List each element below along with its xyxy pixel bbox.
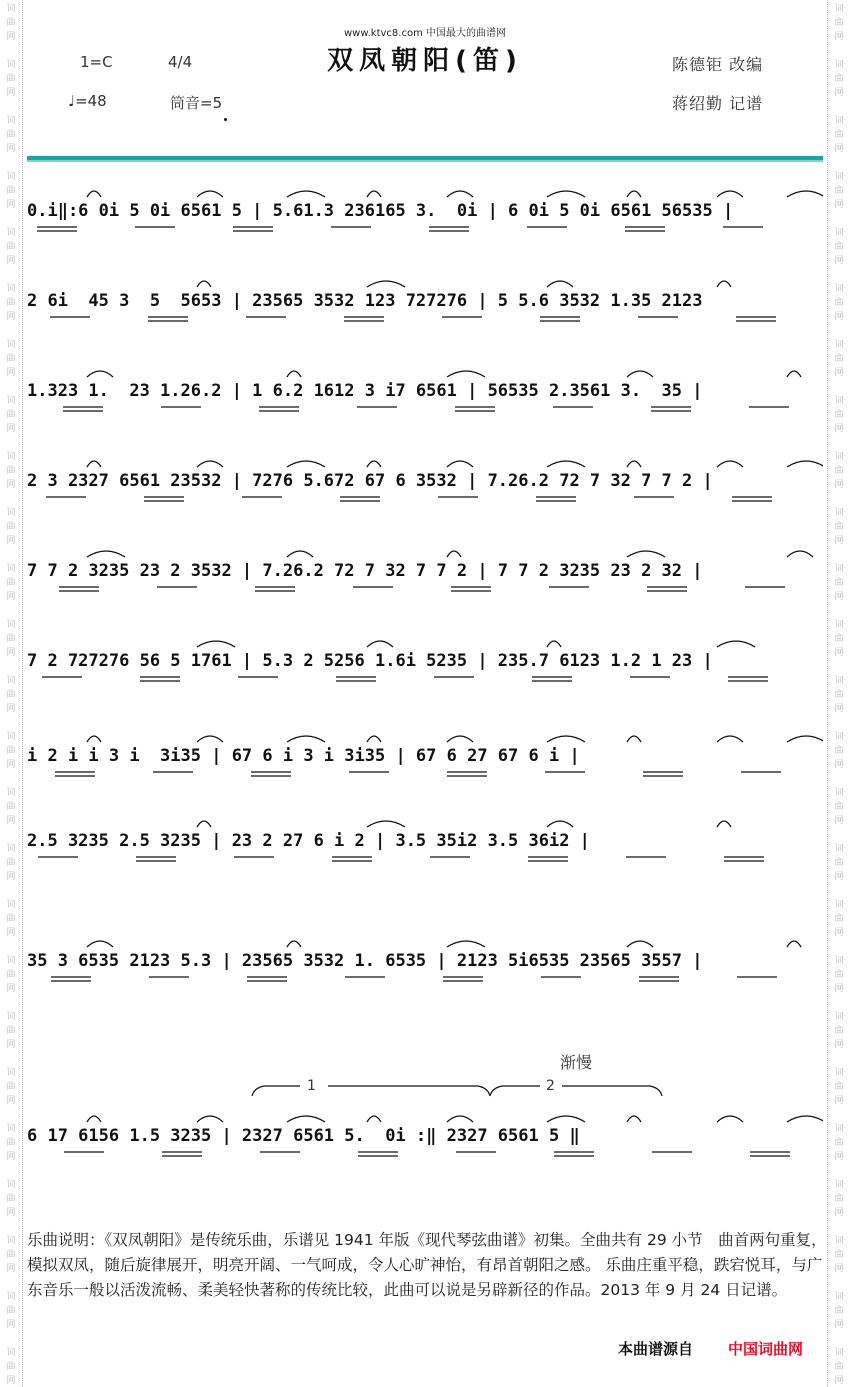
watermark-glyph: 曲 bbox=[6, 186, 16, 196]
watermark-glyph: 词 bbox=[834, 1348, 844, 1358]
watermark-glyph: 曲 bbox=[6, 634, 16, 644]
volta-2-label: 2 bbox=[546, 1078, 555, 1094]
watermark-glyph: 曲 bbox=[834, 1194, 844, 1204]
volta-1-label: 1 bbox=[307, 1078, 316, 1094]
watermark-glyph: 曲 bbox=[834, 1362, 844, 1372]
watermark-glyph: 网 bbox=[834, 704, 844, 714]
watermark-glyph: 网 bbox=[6, 424, 16, 434]
watermark-glyph: 曲 bbox=[6, 1138, 16, 1148]
score-row bbox=[27, 815, 823, 875]
slur-marks bbox=[27, 1110, 823, 1124]
watermark-glyph: 网 bbox=[834, 816, 844, 826]
watermark-glyph: 曲 bbox=[6, 1082, 16, 1092]
time-signature: 4/4 bbox=[168, 53, 193, 71]
watermark-glyph: 曲 bbox=[834, 802, 844, 812]
beam-lines bbox=[27, 225, 823, 235]
watermark-glyph: 网 bbox=[834, 1152, 844, 1162]
notation-text: 2.5 3235 2.5 3235 | 23 2 27 6 i 2 | 3.5 35i2 3.5 36i2 | bbox=[27, 831, 590, 851]
watermark-glyph: 词 bbox=[834, 564, 844, 574]
watermark-glyph: 曲 bbox=[6, 1306, 16, 1316]
watermark-glyph: 词 bbox=[834, 732, 844, 742]
watermark-glyph: 词 bbox=[6, 4, 16, 14]
watermark-glyph: 曲 bbox=[6, 578, 16, 588]
watermark-glyph: 词 bbox=[6, 396, 16, 406]
watermark-glyph: 词 bbox=[6, 900, 16, 910]
watermark-glyph: 曲 bbox=[834, 298, 844, 308]
watermark-glyph: 曲 bbox=[6, 970, 16, 980]
watermark-glyph: 网 bbox=[6, 1376, 16, 1386]
watermark-glyph: 网 bbox=[834, 424, 844, 434]
slur-marks bbox=[27, 365, 823, 379]
notation-text: i 2 i i 3 i 3i35 | 67 6 i 3 i 3i35 | 67 6 27 67 6 i | bbox=[27, 746, 580, 766]
watermark-glyph: 词 bbox=[6, 452, 16, 462]
watermark-glyph: 网 bbox=[834, 144, 844, 154]
watermark-glyph: 词 bbox=[6, 508, 16, 518]
beam-lines bbox=[27, 975, 823, 985]
watermark-glyph: 网 bbox=[834, 256, 844, 266]
watermark-glyph: 网 bbox=[834, 1096, 844, 1106]
watermark-glyph: 曲 bbox=[6, 130, 16, 140]
notation-text: 7 7 2 3235 23 2 3532 | 7.26.2 72 7 32 7 7 2 | 7 7 2 3235 23 2 32 | bbox=[27, 561, 703, 581]
score-row bbox=[27, 730, 823, 790]
right-watermark-strip bbox=[827, 0, 850, 1387]
watermark-glyph: 词 bbox=[6, 172, 16, 182]
left-watermark-strip bbox=[0, 0, 23, 1387]
watermark-glyph: 曲 bbox=[6, 466, 16, 476]
watermark-glyph: 网 bbox=[6, 88, 16, 98]
watermark-glyph: 词 bbox=[834, 1068, 844, 1078]
watermark-glyph: 词 bbox=[834, 1124, 844, 1134]
watermark-glyph: 曲 bbox=[834, 466, 844, 476]
header-divider bbox=[27, 156, 823, 162]
watermark-glyph: 词 bbox=[834, 844, 844, 854]
slur-marks bbox=[27, 730, 823, 744]
slur-marks bbox=[27, 185, 823, 199]
beam-lines bbox=[27, 1150, 823, 1160]
watermark-glyph: 词 bbox=[834, 676, 844, 686]
watermark-glyph: 网 bbox=[6, 536, 16, 546]
watermark-glyph: 词 bbox=[834, 1180, 844, 1190]
watermark-glyph: 网 bbox=[834, 592, 844, 602]
score-row bbox=[27, 635, 823, 695]
slur-marks bbox=[27, 635, 823, 649]
watermark-glyph: 曲 bbox=[834, 522, 844, 532]
page-title: 双凤朝阳(笛) bbox=[327, 46, 523, 76]
beam-lines bbox=[27, 315, 823, 325]
fingering-dot bbox=[224, 118, 227, 121]
watermark-glyph: 网 bbox=[834, 200, 844, 210]
watermark-glyph: 网 bbox=[6, 760, 16, 770]
watermark-glyph: 曲 bbox=[6, 522, 16, 532]
beam-lines bbox=[27, 585, 823, 595]
watermark-glyph: 词 bbox=[6, 1180, 16, 1190]
watermark-glyph: 曲 bbox=[6, 1362, 16, 1372]
source-label: 本曲谱源自 bbox=[618, 1340, 694, 1358]
beam-lines bbox=[27, 675, 823, 685]
watermark-glyph: 网 bbox=[834, 1320, 844, 1330]
watermark-glyph: 曲 bbox=[6, 1250, 16, 1260]
watermark-glyph: 曲 bbox=[834, 858, 844, 868]
watermark-glyph: 词 bbox=[6, 1292, 16, 1302]
watermark-glyph: 曲 bbox=[6, 298, 16, 308]
site-url: www.ktvc8.com 中国最大的曲谱网 bbox=[343, 28, 506, 39]
watermark-glyph: 词 bbox=[834, 4, 844, 14]
notation-text: 35 3 6535 2123 5.3 | 23565 3532 1. 6535 | 2123 5i6535 23565 3557 | bbox=[27, 951, 703, 971]
watermark-glyph: 曲 bbox=[834, 186, 844, 196]
score-row bbox=[27, 275, 823, 335]
watermark-glyph: 曲 bbox=[834, 74, 844, 84]
watermark-glyph: 词 bbox=[6, 340, 16, 350]
watermark-glyph: 曲 bbox=[834, 410, 844, 420]
watermark-glyph: 曲 bbox=[834, 970, 844, 980]
watermark-glyph: 词 bbox=[834, 1236, 844, 1246]
score-row bbox=[27, 1110, 823, 1170]
watermark-glyph: 词 bbox=[6, 732, 16, 742]
watermark-glyph: 词 bbox=[6, 1236, 16, 1246]
watermark-glyph: 网 bbox=[834, 1264, 844, 1274]
watermark-glyph: 词 bbox=[6, 228, 16, 238]
watermark-glyph: 曲 bbox=[834, 1250, 844, 1260]
watermark-glyph: 曲 bbox=[834, 746, 844, 756]
watermark-glyph: 曲 bbox=[6, 74, 16, 84]
watermark-glyph: 曲 bbox=[6, 410, 16, 420]
watermark-glyph: 词 bbox=[6, 1124, 16, 1134]
watermark-glyph: 词 bbox=[6, 844, 16, 854]
watermark-glyph: 网 bbox=[6, 256, 16, 266]
slur-marks bbox=[27, 455, 823, 469]
watermark-glyph: 网 bbox=[834, 312, 844, 322]
watermark-glyph: 网 bbox=[834, 1376, 844, 1386]
watermark-glyph: 词 bbox=[6, 620, 16, 630]
watermark-glyph: 曲 bbox=[6, 690, 16, 700]
watermark-glyph: 网 bbox=[6, 32, 16, 42]
watermark-glyph: 曲 bbox=[6, 746, 16, 756]
source-site-link[interactable]: 中国词曲网 bbox=[728, 1340, 804, 1358]
watermark-glyph: 网 bbox=[6, 312, 16, 322]
watermark-glyph: 曲 bbox=[6, 1026, 16, 1036]
watermark-glyph: 曲 bbox=[834, 1138, 844, 1148]
slur-marks bbox=[27, 935, 823, 949]
watermark-glyph: 网 bbox=[6, 648, 16, 658]
notation-text: 0.i‖:6 0i 5 0i 6561 5 | 5.61.3 236165 3. 0i | 6 0i 5 0i 6561 56535 | bbox=[27, 201, 734, 221]
beam-lines bbox=[27, 855, 823, 865]
watermark-glyph: 词 bbox=[6, 1068, 16, 1078]
watermark-glyph: 网 bbox=[834, 536, 844, 546]
watermark-glyph: 网 bbox=[834, 1040, 844, 1050]
watermark-glyph: 词 bbox=[6, 788, 16, 798]
watermark-glyph: 词 bbox=[834, 1292, 844, 1302]
watermark-glyph: 词 bbox=[834, 116, 844, 126]
watermark-glyph: 词 bbox=[834, 1012, 844, 1022]
score-row bbox=[27, 935, 823, 995]
watermark-glyph: 网 bbox=[834, 88, 844, 98]
notation-text: 2 3 2327 6561 23532 | 7276 5.672 67 6 3532 | 7.26.2 72 7 32 7 7 2 | bbox=[27, 471, 713, 491]
watermark-glyph: 网 bbox=[6, 592, 16, 602]
watermark-glyph: 曲 bbox=[834, 1026, 844, 1036]
watermark-glyph: 网 bbox=[6, 1040, 16, 1050]
watermark-glyph: 曲 bbox=[834, 354, 844, 364]
watermark-glyph: 网 bbox=[6, 144, 16, 154]
watermark-glyph: 词 bbox=[834, 172, 844, 182]
beam-lines bbox=[27, 770, 823, 780]
music-description: 乐曲说明：《双凤朝阳》是传统乐曲，乐谱见 1941 年版《现代琴弦曲谱》初集。全曲共有 29 小节 曲首两句重复，模拟双凤，随后旋律展开，明亮开阔、一气呵成，令人心旷神怡，有昂首朝阳之感。 乐曲庄重平稳，跌宕悦耳，与广东音乐一般以活泼流畅、柔美轻快著称的传统比较，此曲可以说是另辟新径的作品。2013 年 9 月 24 日记谱。 bbox=[27, 1231, 827, 1299]
slur-marks bbox=[27, 545, 823, 559]
watermark-glyph: 曲 bbox=[834, 130, 844, 140]
watermark-glyph: 曲 bbox=[834, 578, 844, 588]
watermark-glyph: 网 bbox=[834, 984, 844, 994]
key-signature: 1=C bbox=[80, 53, 113, 71]
watermark-glyph: 词 bbox=[834, 452, 844, 462]
slur-marks bbox=[27, 275, 823, 289]
watermark-glyph: 网 bbox=[834, 760, 844, 770]
watermark-glyph: 曲 bbox=[6, 914, 16, 924]
fingering-note: 筒音=5 bbox=[170, 94, 223, 112]
watermark-glyph: 网 bbox=[6, 480, 16, 490]
watermark-glyph: 词 bbox=[834, 396, 844, 406]
watermark-glyph: 曲 bbox=[834, 634, 844, 644]
watermark-glyph: 曲 bbox=[834, 914, 844, 924]
watermark-glyph: 词 bbox=[834, 788, 844, 798]
score-row bbox=[27, 185, 823, 245]
watermark-glyph: 词 bbox=[6, 116, 16, 126]
watermark-glyph: 词 bbox=[6, 1012, 16, 1022]
beam-lines bbox=[27, 495, 823, 505]
watermark-glyph: 曲 bbox=[6, 18, 16, 28]
watermark-glyph: 网 bbox=[834, 368, 844, 378]
watermark-glyph: 网 bbox=[6, 928, 16, 938]
watermark-glyph: 网 bbox=[834, 648, 844, 658]
dynamic-mark: 渐慢 bbox=[560, 1053, 593, 1072]
watermark-glyph: 曲 bbox=[834, 1306, 844, 1316]
watermark-glyph: 曲 bbox=[6, 858, 16, 868]
watermark-glyph: 词 bbox=[834, 508, 844, 518]
arranger-credit: 陈德钜 改编 bbox=[672, 55, 764, 74]
score-row bbox=[27, 455, 823, 515]
watermark-glyph: 网 bbox=[6, 704, 16, 714]
watermark-glyph: 词 bbox=[834, 340, 844, 350]
watermark-glyph: 曲 bbox=[6, 242, 16, 252]
watermark-glyph: 词 bbox=[6, 564, 16, 574]
watermark-glyph: 网 bbox=[6, 816, 16, 826]
watermark-glyph: 网 bbox=[6, 1320, 16, 1330]
watermark-glyph: 网 bbox=[6, 1264, 16, 1274]
watermark-glyph: 曲 bbox=[6, 1194, 16, 1204]
notation-text: 1.323 1. 23 1.26.2 | 1 6.2 1612 3 i7 6561 | 56535 2.3561 3. 35 | bbox=[27, 381, 703, 401]
watermark-glyph: 网 bbox=[6, 984, 16, 994]
score-row bbox=[27, 365, 823, 425]
watermark-glyph: 曲 bbox=[834, 242, 844, 252]
watermark-glyph: 网 bbox=[834, 32, 844, 42]
watermark-glyph: 词 bbox=[834, 228, 844, 238]
watermark-glyph: 词 bbox=[6, 284, 16, 294]
watermark-glyph: 网 bbox=[6, 1152, 16, 1162]
notation-text: 7 2 727276 56 5 1761 | 5.3 2 5256 1.6i 5235 | 235.7 6123 1.2 1 23 | bbox=[27, 651, 713, 671]
watermark-glyph: 网 bbox=[834, 1208, 844, 1218]
transcriber-credit: 蒋绍勤 记谱 bbox=[672, 94, 764, 113]
watermark-glyph: 词 bbox=[6, 956, 16, 966]
watermark-glyph: 词 bbox=[6, 60, 16, 70]
beam-lines bbox=[27, 405, 823, 415]
watermark-glyph: 网 bbox=[6, 368, 16, 378]
watermark-glyph: 曲 bbox=[6, 354, 16, 364]
watermark-glyph: 词 bbox=[6, 676, 16, 686]
score-row bbox=[27, 545, 823, 605]
notation-text: 6 17 6156 1.5 3235 | 2327 6561 5. 0i :‖ 2327 6561 5 ‖ bbox=[27, 1126, 580, 1146]
watermark-glyph: 词 bbox=[834, 620, 844, 630]
watermark-glyph: 曲 bbox=[6, 802, 16, 812]
watermark-glyph: 网 bbox=[6, 872, 16, 882]
watermark-glyph: 网 bbox=[834, 480, 844, 490]
notation-text: 2 6i 45 3 5 5653 | 23565 3532 123 727276 | 5 5.6 3532 1.35 2123 bbox=[27, 291, 703, 311]
slur-marks bbox=[27, 815, 823, 829]
watermark-glyph: 曲 bbox=[834, 690, 844, 700]
watermark-glyph: 曲 bbox=[834, 1082, 844, 1092]
watermark-glyph: 词 bbox=[834, 284, 844, 294]
watermark-glyph: 词 bbox=[834, 60, 844, 70]
watermark-glyph: 网 bbox=[834, 872, 844, 882]
watermark-glyph: 曲 bbox=[834, 18, 844, 28]
tempo-mark: ♩=48 bbox=[68, 92, 107, 110]
watermark-glyph: 词 bbox=[834, 900, 844, 910]
watermark-glyph: 网 bbox=[6, 200, 16, 210]
watermark-glyph: 网 bbox=[6, 1096, 16, 1106]
watermark-glyph: 网 bbox=[834, 928, 844, 938]
watermark-glyph: 词 bbox=[834, 956, 844, 966]
watermark-glyph: 网 bbox=[6, 1208, 16, 1218]
watermark-glyph: 词 bbox=[6, 1348, 16, 1358]
